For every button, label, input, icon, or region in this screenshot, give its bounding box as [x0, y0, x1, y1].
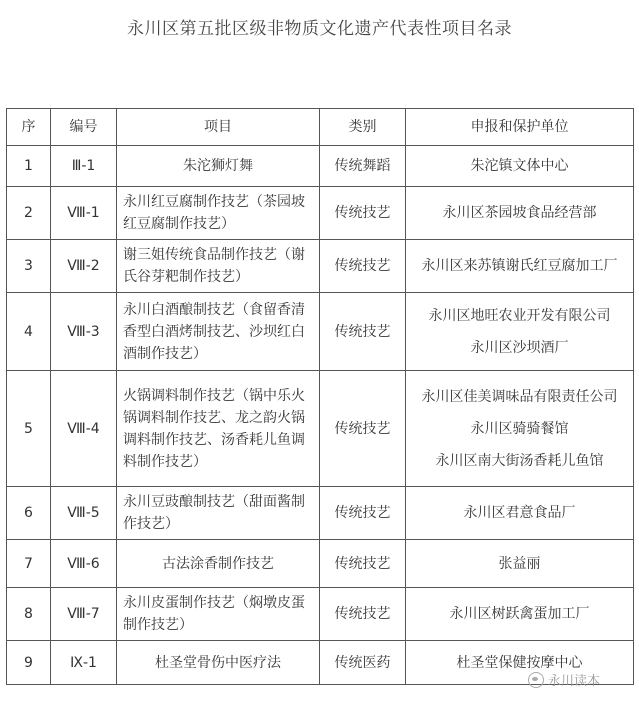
row-index: 8: [7, 588, 51, 641]
row-code: Ⅷ-5: [51, 487, 117, 540]
unit-name: 永川区佳美调味品有限责任公司: [421, 388, 618, 405]
table-row: [7, 588, 634, 641]
row-project: 火锅调料制作技艺（锅中乐火锅调料制作技艺、龙之韵火锅调料制作技艺、汤香耗儿鱼调料制作技艺）: [117, 371, 320, 487]
row-index: 3: [7, 240, 51, 293]
row-unit: [406, 187, 634, 240]
row-index: 2: [7, 187, 51, 240]
row-unit: [406, 240, 634, 293]
row-index: 4: [7, 293, 51, 371]
unit-name: 永川区骑骑餐馆: [470, 420, 569, 437]
unit-name: 永川区南大街汤香耗儿鱼馆: [435, 452, 604, 469]
header-project: 项目: [117, 109, 320, 146]
row-code: Ⅸ-1: [51, 641, 117, 685]
row-project: 永川豆豉酿制技艺（甜面酱制作技艺）: [117, 487, 320, 540]
row-code: Ⅷ-6: [51, 540, 117, 588]
header-category: 类别: [320, 109, 406, 146]
unit-name: 朱沱镇文体中心: [470, 158, 569, 174]
row-project: 杜圣堂骨伤中医疗法: [117, 641, 320, 685]
row-unit: [406, 146, 634, 187]
row-index: 9: [7, 641, 51, 685]
row-index: 1: [7, 146, 51, 187]
watermark: [528, 670, 600, 689]
wechat-icon: [528, 672, 544, 688]
row-index: 5: [7, 371, 51, 487]
row-category: 传统技艺: [320, 540, 406, 588]
header-code: 编号: [51, 109, 117, 146]
row-code: Ⅷ-7: [51, 588, 117, 641]
row-category: 传统技艺: [320, 371, 406, 487]
heritage-table: [6, 108, 634, 685]
table-row: [7, 187, 634, 240]
document-title: 永川区第五批区级非物质文化遗产代表性项目名录: [127, 19, 512, 39]
header-unit: 申报和保护单位: [406, 109, 634, 146]
row-project: 古法涂香制作技艺: [117, 540, 320, 588]
row-code: Ⅷ-4: [51, 371, 117, 487]
table-row: [7, 240, 634, 293]
row-unit: [406, 371, 634, 487]
table-row: [7, 540, 634, 588]
row-index: 7: [7, 540, 51, 588]
header-index: 序: [7, 109, 51, 146]
row-category: 传统技艺: [320, 293, 406, 371]
table-header-row: [7, 109, 634, 146]
row-category: 传统技艺: [320, 487, 406, 540]
row-unit: [406, 293, 634, 371]
row-unit: [406, 487, 634, 540]
row-code: Ⅷ-3: [51, 293, 117, 371]
table-row: [7, 293, 634, 371]
unit-name: 永川区沙坝酒厂: [470, 339, 569, 356]
row-unit: [406, 540, 634, 588]
unit-name: 永川区君意食品厂: [463, 505, 576, 521]
row-unit: [406, 588, 634, 641]
table-row: [7, 487, 634, 540]
row-category: 传统舞蹈: [320, 146, 406, 187]
row-project: 谢三姐传统食品制作技艺（谢氏谷芽粑制作技艺）: [117, 240, 320, 293]
row-category: 传统技艺: [320, 240, 406, 293]
unit-name: 永川区来苏镇谢氏红豆腐加工厂: [421, 258, 618, 274]
row-code: Ⅷ-1: [51, 187, 117, 240]
row-index: 6: [7, 487, 51, 540]
unit-name: 永川区茶园坡食品经营部: [442, 205, 597, 221]
unit-name: 张益丽: [498, 555, 541, 572]
row-category: 传统医药: [320, 641, 406, 685]
unit-name: 永川区树跃禽蛋加工厂: [449, 606, 590, 622]
row-project: 永川白酒酿制技艺（食留香清香型白酒烤制技艺、沙坝红白酒制作技艺）: [117, 293, 320, 371]
row-category: 传统技艺: [320, 187, 406, 240]
table-row: [7, 371, 634, 487]
row-project: 永川红豆腐制作技艺（茶园坡红豆腐制作技艺）: [117, 187, 320, 240]
watermark-text: 永川读本: [548, 674, 601, 689]
unit-name: 杜圣堂保健按摩中心: [456, 654, 583, 671]
row-code: Ⅷ-2: [51, 240, 117, 293]
row-code: Ⅲ-1: [51, 146, 117, 187]
unit-name: 永川区地旺农业开发有限公司: [428, 307, 611, 324]
row-project: 朱沱狮灯舞: [117, 146, 320, 187]
row-project: 永川皮蛋制作技艺（焖墩皮蛋制作技艺）: [117, 588, 320, 641]
table-row: [7, 146, 634, 187]
row-category: 传统技艺: [320, 588, 406, 641]
